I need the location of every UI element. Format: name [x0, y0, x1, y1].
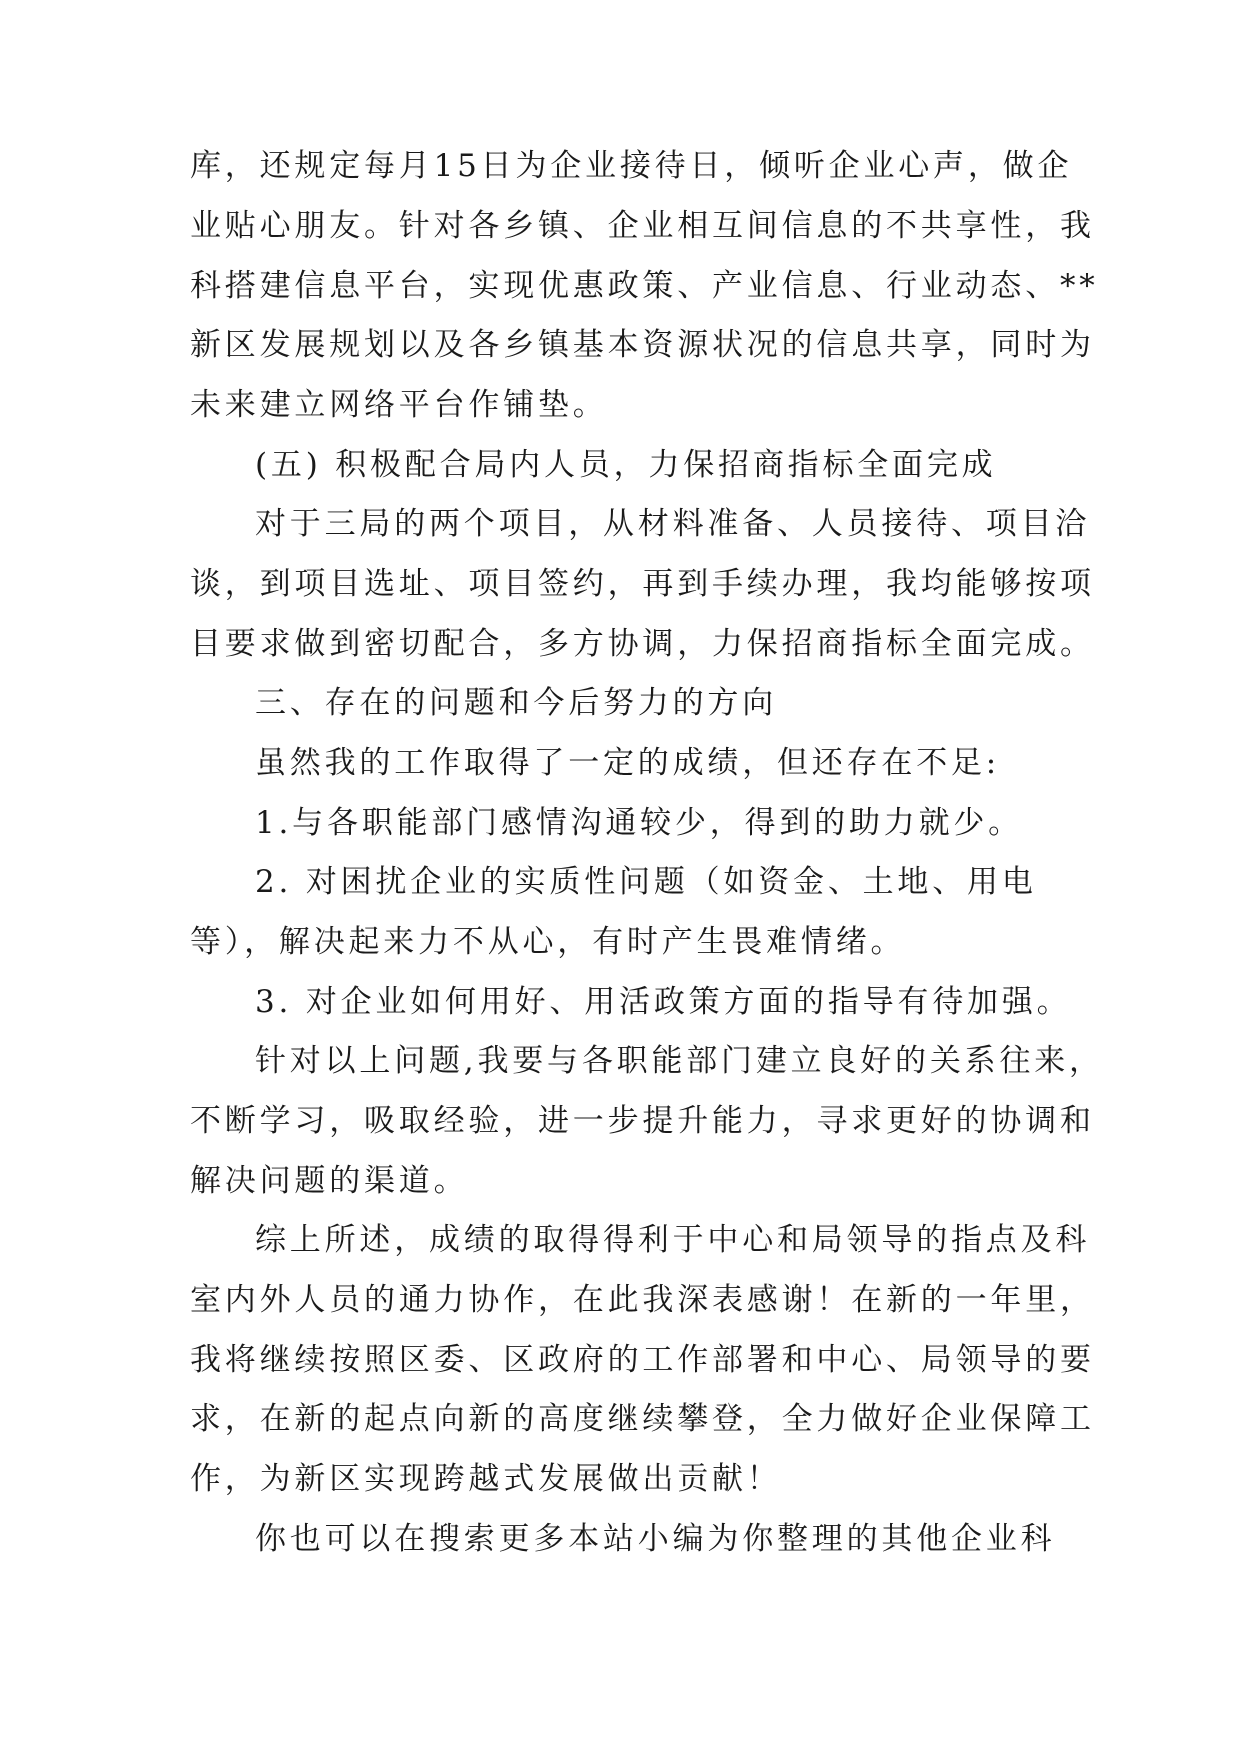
paragraph-line: 虽然我的工作取得了一定的成绩，但还存在不足: — [255, 745, 1001, 781]
paragraph-line: 谈，到项目选址、项目签约，再到手续办理，我均能够按项 — [190, 566, 1095, 602]
paragraph-line: 未来建立网络平台作铺垫。 — [190, 387, 608, 423]
list-item: 1.与各职能部门感情沟通较少，得到的助力就少。 — [255, 805, 1023, 841]
paragraph-line: 室内外人员的通力协作，在此我深表感谢！在新的一年里， — [190, 1282, 1095, 1318]
paragraph-line: 业贴心朋友。针对各乡镇、企业相互间信息的不共享性，我 — [190, 208, 1095, 244]
paragraph-line: 综上所述，成绩的取得得利于中心和局领导的指点及科 — [255, 1222, 1091, 1258]
paragraph-line: 等），解决起来力不从心，有时产生畏难情绪。 — [190, 924, 906, 960]
paragraph-line: 我将继续按照区委、区政府的工作部署和中心、局领导的要 — [190, 1342, 1095, 1378]
section-heading: 三、存在的问题和今后努力的方向 — [255, 685, 777, 721]
paragraph-line: 新区发展规划以及各乡镇基本资源状况的信息共享，同时为 — [190, 327, 1095, 363]
paragraph-line: 科搭建信息平台，实现优惠政策、产业信息、行业动态、** — [190, 268, 1099, 304]
paragraph-line: 针对以上问题,我要与各职能部门建立良好的关系往来， — [255, 1043, 1104, 1079]
paragraph-line: 求，在新的起点向新的高度继续攀登，全力做好企业保障工 — [190, 1401, 1095, 1437]
paragraph-line: 目要求做到密切配合，多方协调，力保招商指标全面完成。 — [190, 626, 1095, 662]
paragraph-line: 不断学习，吸取经验，进一步提升能力，寻求更好的协调和 — [190, 1103, 1095, 1139]
list-item: 2. 对困扰企业的实质性问题（如资金、土地、用电 — [255, 864, 1037, 900]
paragraph-line: 对于三局的两个项目，从材料准备、人员接待、项目洽 — [255, 506, 1091, 542]
paragraph-line: 解决问题的渠道。 — [190, 1163, 469, 1199]
paragraph-line: 作，为新区实现跨越式发展做出贡献！ — [190, 1461, 782, 1497]
paragraph-line: 你也可以在搜索更多本站小编为你整理的其他企业科 — [255, 1521, 1056, 1557]
paragraph-line: 库，还规定每月15日为企业接待日，倾听企业心声，做企 — [190, 148, 1073, 184]
section-heading: (五) 积极配合局内人员，力保招商指标全面完成 — [255, 447, 997, 483]
list-item: 3. 对企业如何用好、用活政策方面的指导有待加强。 — [255, 984, 1072, 1020]
